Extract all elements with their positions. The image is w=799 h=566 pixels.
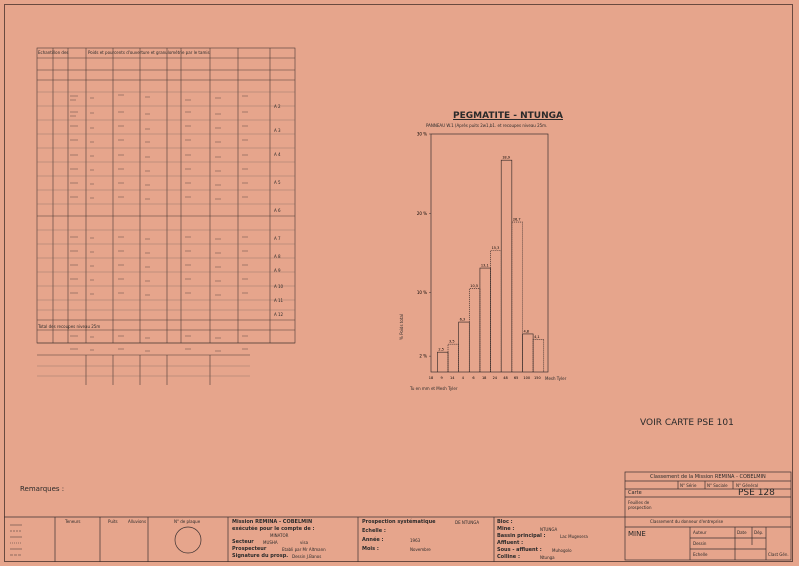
echelle-footer-label: Echelle : xyxy=(362,528,386,534)
bloc-label: Bloc : xyxy=(497,519,513,525)
table-header-left: Echantillon des xyxy=(38,50,69,55)
prospecteur-value: Etabli par Mr Altmann xyxy=(282,547,326,552)
x-tick-label: 14 xyxy=(450,376,455,380)
bar-data-label: 2,5 xyxy=(438,347,444,352)
table-side-label: A 9 xyxy=(274,268,281,273)
annee-label: Année : xyxy=(362,537,384,543)
mine-footer-value: NTUNGA xyxy=(540,527,558,532)
y-axis-title: % Poids total xyxy=(399,314,404,340)
executee-label: exécutée pour le compte de : xyxy=(232,526,315,532)
bar-data-label: 13,1 xyxy=(480,263,489,268)
prospection-label: Prospection systématique xyxy=(362,519,436,525)
secteur-label: Secteur xyxy=(232,539,254,545)
table-side-label: A 10 xyxy=(274,284,284,289)
legend-col3: N° de plaque xyxy=(174,519,201,524)
bassin-value: Lac Mugesera xyxy=(560,534,588,539)
col-sociale: N° Sociale xyxy=(707,483,728,488)
table-side-label: A 12 xyxy=(274,312,284,317)
auteur-label: Auteur xyxy=(693,530,707,535)
bar-data-label: 26,7 xyxy=(512,217,521,222)
mois-value: Novembre xyxy=(410,547,431,552)
dep-label: Dép. xyxy=(754,530,764,535)
table-side-label: A 2 xyxy=(274,104,281,109)
prospection-value: DE NTUNGA xyxy=(455,520,480,525)
table-side-label: A 11 xyxy=(274,298,284,303)
table-side-label: A 5 xyxy=(274,180,281,185)
donneur-header: Classement du donneur d'entreprise xyxy=(650,519,724,524)
histogram-bar xyxy=(533,339,544,372)
bar-data-label: 6,3 xyxy=(459,317,466,322)
dessin-label: Dessin xyxy=(693,541,707,546)
histogram-bar xyxy=(512,222,523,372)
signature-value: Dessin J.Banos xyxy=(292,554,322,559)
x-tick-label: 100 xyxy=(523,376,531,380)
classement-header: Classement de la Mission REMINA - COBELMIN xyxy=(650,474,766,480)
table-footer-note: Total des recoupes niveau 25m xyxy=(38,324,101,329)
table-side-label: A 4 xyxy=(274,152,281,157)
legend-col1: Puits xyxy=(108,519,118,524)
table-side-label: A 7 xyxy=(274,236,281,241)
histogram-bar xyxy=(480,268,491,372)
col-general: N° Général xyxy=(736,483,759,488)
x-tick-label: 48 xyxy=(503,376,508,380)
teneurs-label: Teneurs xyxy=(65,519,81,524)
x-tick-label: 24 xyxy=(492,376,498,380)
x-axis-note: Mesh Tyler xyxy=(545,376,567,381)
y-tick-label: 30 % xyxy=(416,131,427,137)
classt-gen-label: Clast Gén. xyxy=(768,552,789,557)
feuilles-label: Feuilles de prospection xyxy=(628,500,652,510)
compte-value: MINATOR xyxy=(270,533,289,538)
carte-value: PSE 128 xyxy=(738,488,775,498)
carte-label: Carte xyxy=(628,490,642,496)
signature-label: Signature du prosp. xyxy=(232,553,289,559)
chart-subtitle: PANNEAU W.1 (Après puits 2w1,b1. et recoupes niveau 25m. xyxy=(426,123,548,128)
histogram-bar xyxy=(491,251,502,372)
legend-col2: Alluvions xyxy=(128,519,147,524)
voir-carte: VOIR CARTE PSE 101 xyxy=(640,418,734,428)
y-tick-label: 10 % xyxy=(416,290,427,296)
date-label: Date xyxy=(737,530,747,535)
table-side-label: A 3 xyxy=(274,128,281,133)
col-serie: N° Série xyxy=(680,483,697,488)
histogram-bar xyxy=(459,322,470,372)
bar-data-label: 4,1 xyxy=(534,334,540,339)
table-header-right: Poids et pourcents d'ouverture et granulométrie par le tamis xyxy=(88,50,210,55)
bar-data-label: 10,5 xyxy=(470,284,479,289)
histogram-bar xyxy=(448,344,459,372)
colline-label: Colline : xyxy=(497,554,520,560)
bar-data-label: 3,5 xyxy=(449,339,455,344)
secteur-value: MUSHA xyxy=(263,540,278,545)
x-tick-label: 18 xyxy=(428,376,434,380)
mine-label: MINE xyxy=(628,530,646,538)
table-side-label: A 6 xyxy=(274,208,281,213)
y-tick-label: 20 % xyxy=(416,210,427,216)
x-tick-label: 9 xyxy=(440,376,443,380)
prospecteur-label: Prospecteur xyxy=(232,546,267,552)
annee-value: 1963 xyxy=(410,538,421,543)
visa-label: visa xyxy=(300,540,309,545)
mois-label: Mois : xyxy=(362,546,379,552)
table-side-label: A 8 xyxy=(274,254,281,259)
histogram-bar xyxy=(469,289,480,372)
bar-data-label: 18,9 xyxy=(502,155,510,160)
histogram-bar xyxy=(437,352,448,372)
bar-data-label: 4,8 xyxy=(523,329,530,334)
histogram-bar xyxy=(501,160,512,372)
mine-footer-label: Mine : xyxy=(497,526,515,532)
x-tick-label: 4 xyxy=(461,376,465,380)
x-tick-label: 6 xyxy=(472,376,475,380)
bassin-label: Bassin principal : xyxy=(497,533,546,539)
mission-label: Mission REMINA - COBELMIN xyxy=(232,519,313,525)
chart-title: PEGMATITE - NTUNGA xyxy=(453,111,563,121)
x-tick-label: 18 xyxy=(481,376,487,380)
x-tick-label: 65 xyxy=(513,376,519,380)
y-tick-label: 2 % xyxy=(419,353,427,359)
bar-data-label: 15,3 xyxy=(491,246,500,251)
sous-affluent-value: Muhogolo xyxy=(552,548,572,553)
x-axis-caption: Tu en mm et Mesh Tyler xyxy=(410,386,458,391)
x-tick-label: 150 xyxy=(534,376,541,380)
colline-value: Ntunga xyxy=(540,555,555,560)
echelle-label: Echelle xyxy=(693,552,708,557)
affluent-label: Affluent : xyxy=(497,540,524,546)
histogram-bar xyxy=(522,334,533,372)
remarques-label: Remarques : xyxy=(20,485,65,493)
sous-affluent-label: Sous - affluent : xyxy=(497,547,542,553)
